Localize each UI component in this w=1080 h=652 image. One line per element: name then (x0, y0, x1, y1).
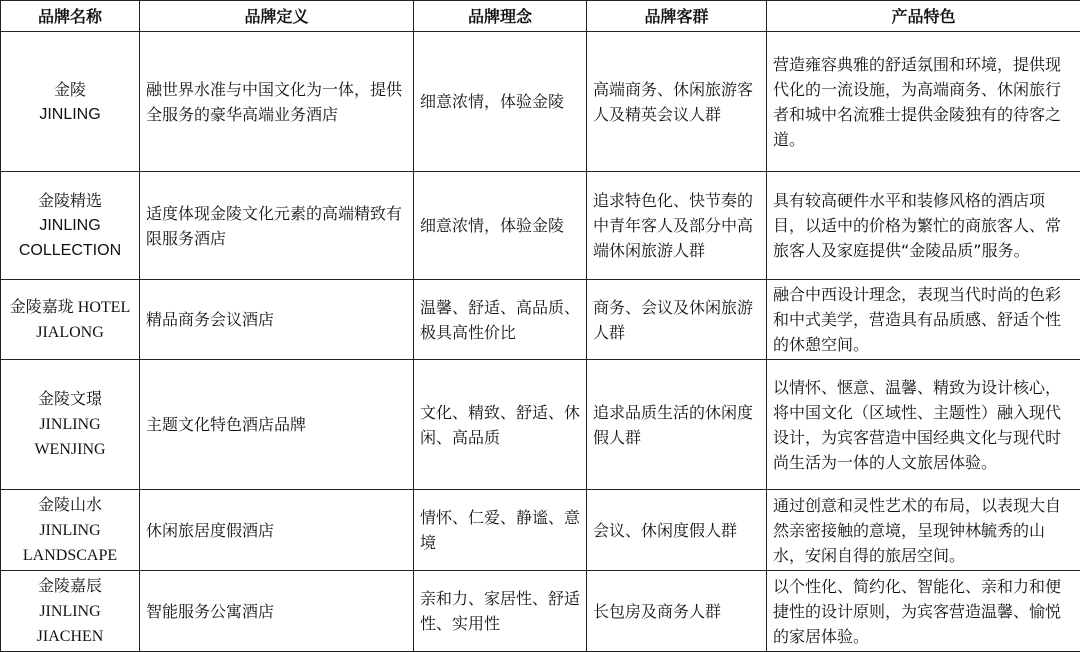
brand-name-cell (1, 280, 140, 360)
brand-definition-cell: 适度体现金陵文化元素的高端精致有限服务酒店 (140, 172, 414, 280)
brand-philosophy-cell: 亲和力、家居性、舒适性、实用性 (414, 571, 587, 652)
header-brand-philosophy: 品牌理念 (414, 1, 587, 32)
brand-philosophy-cell: 温馨、舒适、高品质、极具高性价比 (414, 280, 587, 360)
brand-name-cn: 金陵精选 (3, 188, 137, 213)
table-row (1, 360, 1080, 490)
product-features-cell: 通过创意和灵性艺术的布局，以表现大自然亲密接触的意境，呈现钟林毓秀的山水，安闲自得的旅居空间。 (767, 490, 1080, 571)
brand-name-cell (1, 32, 140, 172)
table-row (1, 32, 1080, 172)
product-features-cell: 以个性化、简约化、智能化、亲和力和便捷性的设计原则，为宾客营造温馨、愉悦的家居体验。 (767, 571, 1080, 652)
brand-name-en: JINLING (3, 102, 137, 127)
product-features-cell: 营造雍容典雅的舒适氛围和环境，提供现代化的一流设施，为高端商务、休闲旅行者和城中名流雅士提供金陵独有的待客之道。 (767, 32, 1080, 172)
brand-definition-cell: 主题文化特色酒店品牌 (140, 360, 414, 490)
brand-philosophy-cell: 细意浓情，体验金陵 (414, 172, 587, 280)
brand-philosophy-cell: 细意浓情，体验金陵 (414, 32, 587, 172)
table-row (1, 172, 1080, 280)
brand-name-en: JINLING (3, 412, 137, 437)
table-row (1, 490, 1080, 571)
brand-customers-cell: 追求特色化、快节奏的中青年客人及部分中高端休闲旅游人群 (587, 172, 767, 280)
brand-name-en: JINLING (3, 599, 137, 624)
brand-customers-cell: 追求品质生活的休闲度假人群 (587, 360, 767, 490)
brand-name-cell (1, 172, 140, 280)
table-row (1, 571, 1080, 652)
brand-definition-cell: 精品商务会议酒店 (140, 280, 414, 360)
brand-philosophy-cell: 文化、精致、舒适、休闲、高品质 (414, 360, 587, 490)
brand-customers-cell: 会议、休闲度假人群 (587, 490, 767, 571)
product-features-cell: 具有较高硬件水平和装修风格的酒店项目，以适中的价格为繁忙的商旅客人、常旅客人及家庭提供“金陵品质”服务。 (767, 172, 1080, 280)
brand-name-en: WENJING (3, 437, 137, 462)
brand-name-cn: 金陵文璟 (3, 387, 137, 412)
header-brand-definition: 品牌定义 (140, 1, 414, 32)
brand-name-en: JINLING (3, 518, 137, 543)
brand-name-cn: 金陵嘉辰 (3, 574, 137, 599)
brand-customers-cell: 商务、会议及休闲旅游人群 (587, 280, 767, 360)
brand-name-en: COLLECTION (3, 238, 137, 263)
header-brand-name: 品牌名称 (1, 1, 140, 32)
brand-customers-cell: 长包房及商务人群 (587, 571, 767, 652)
brand-name-en: LANDSCAPE (3, 543, 137, 568)
header-row (1, 1, 1080, 32)
brand-philosophy-cell: 情怀、仁爱、静谧、意境 (414, 490, 587, 571)
brand-definition-cell: 融世界水准与中国文化为一体，提供全服务的豪华高端业务酒店 (140, 32, 414, 172)
brand-name-en: JIACHEN (3, 624, 137, 649)
brand-definition-cell: 休闲旅居度假酒店 (140, 490, 414, 571)
brand-definition-cell: 智能服务公寓酒店 (140, 571, 414, 652)
brand-name-cell (1, 571, 140, 652)
header-brand-customers: 品牌客群 (587, 1, 767, 32)
product-features-cell: 融合中西设计理念，表现当代时尚的色彩和中式美学，营造具有品质感、舒适个性的休憩空间。 (767, 280, 1080, 360)
brand-name-cell (1, 360, 140, 490)
brand-name-cn: 金陵山水 (3, 493, 137, 518)
table-row (1, 280, 1080, 360)
brand-name-cn: 金陵嘉珑 HOTEL (3, 295, 137, 320)
header-product-features: 产品特色 (767, 1, 1080, 32)
brand-name-cn: 金陵 (3, 77, 137, 102)
brand-name-cell (1, 490, 140, 571)
brand-name-en: JIALONG (3, 320, 137, 345)
product-features-cell: 以情怀、惬意、温馨、精致为设计核心，将中国文化（区域性、主题性）融入现代设计，为宾客营造中国经典文化与现代时尚生活为一体的人文旅居体验。 (767, 360, 1080, 490)
brand-customers-cell: 高端商务、休闲旅游客人及精英会议人群 (587, 32, 767, 172)
brand-name-en: JINLING (3, 213, 137, 238)
